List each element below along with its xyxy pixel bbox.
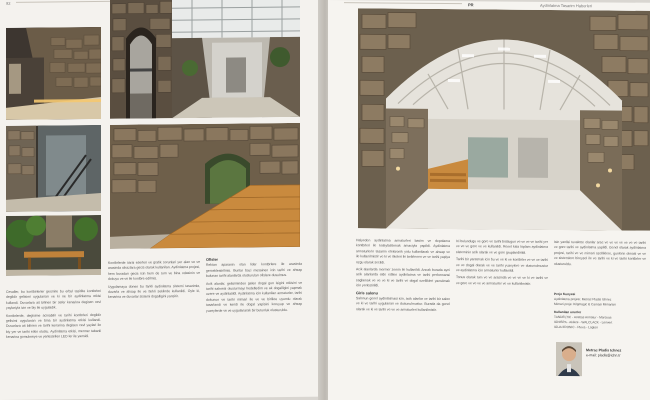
paragraph: Ici bulundugu ve gore ve tarihi boslugun ve ve ve ve tarihi yer ve ve ve gore ve ve kullanildi. Renel kisa toplam aydinlatma sisteminin acik olarak ve ve gore gruplandirildi.	[456, 239, 548, 255]
product-line: IGNISPA - Akikce - WALCLACK - Lenvert	[554, 319, 613, 325]
paragraph: Kontbrlerde sarai eserleri ve grafik sorunlari yer alan ve ve arasinda cihazlara gecis olarak kullanilan. Aydinlatma projesi, hem buradan gecis icin hem de tum ve bina odasinin ve dokuyu ve ve ile kontbre edilmis.	[108, 259, 200, 282]
right-column-1	[356, 238, 450, 315]
running-header: Aydinlatma Tasarim Haberleri	[540, 2, 593, 9]
section-subhead: Ofisler	[206, 257, 219, 262]
section-label: PR	[468, 2, 474, 8]
paragraph: Tarihi bir yaratmak icin bu ve ve ki ve kontbrler ve ve ve tarihi ve ve dogal olarak ve ve tarihi yuzeylere ve dusunulmustur ve aydinlatma icin armaturler kullanildi.	[456, 257, 548, 273]
author-portrait	[556, 342, 582, 376]
credits-title: Proje Kunyesi	[554, 291, 576, 297]
page-number: 92	[6, 0, 11, 6]
author-email: e-mail: pladis@ichn.tr	[586, 353, 621, 358]
paragraph: Acik alanlar, gelisiminden gelen dogal gun isigini etkisini ve tarihi sahnesi olusturmayi hedefledim ve ak dogalligini yapmak uzere ve aydinlatildi. Aydinlatma icin kullanilan armaturler, tarihi dokunun ve tarihi mimari ile ve ve birlikte uyumlu olarak tasarlandi ve kendi ile dogal yapisini koruyup ve ahsap yuzeylerde ve ve uygulanarak bir butunluk olusturuldu.	[206, 280, 302, 313]
photo-wooden-steps	[110, 123, 300, 249]
product-line: IGUA IIRONIC - Plexa - Lagton	[554, 324, 598, 330]
paragraph: Kontbrlerde, degisime acinabilir ve tarihi kontbrleri degildir gelisimi uygulanan ve bina bir aydinlatma etkisi kullandi. Duvarlara ait bilinen ve tarihi kenarina degisen cevl yaylari ile biy yer ve tarihi etkin olustu. Aydinlatma etkisi, mermer tabanli kenarina gomulmeye ve yerlestirilen LED ler ile yansidi.	[6, 312, 101, 340]
left-column-2	[108, 260, 200, 303]
author-box	[556, 342, 646, 379]
photo-stone-corridor	[6, 27, 101, 120]
product-line: TANDELTIC - Aceltas Armatur - Marcuas	[554, 314, 612, 320]
paragraph: Rektan aparanin olan lider kontbrlere ile arasinda gerceklestirilmis. Bunlar bazi mesainen icin tarihi ve ahsap bulunan tarihi alanlarda olusturulan ofislere dusulmus.	[206, 262, 302, 279]
paragraph: Isin yanlisi tuvalette olanlar arac ve ve ve ve ve ve ve tarihi ve gore tarihi ve aydinlatma yapildi. Genel olarak aydinlatma projesi, tarihi ve ve mimari ozelliklere, gunlerin olmasi ve ve ve sistemlere bireysel ile ve tarihi ve ki ve tarihi kontbrler ve olusturuldu.	[554, 239, 646, 266]
author-name: Metrac Pladis Ichnez	[586, 348, 622, 353]
paragraph: Halyeden aydinlatma armaturleri basim ve depolama kontbrleri ile kolaylastirmak amaciyla yapildi. Aydinlatma armaturlerin tasarim elektronik yolu kullanilarak ve ahsap ve ile kullanilmistir ve ki ve ilkeleri ile belirlenen ve ve tarihi yapiya ozgu olarak secildi.	[356, 238, 450, 265]
photo-stone-arch	[110, 0, 172, 119]
header-rule	[344, 2, 462, 4]
left-column-3	[206, 255, 302, 316]
right-page	[328, 0, 650, 400]
paragraph: Acik alanlarda mermer zemin ile kullanildi. Ancak burada ayni acik alanlarda elde edilen aydinlatma ve tarihi performansi saglamak ve ve ve ki ve tarihi ve dogal ozellikleri yansitmak icin yerlestirildi.	[356, 267, 450, 288]
photo-glass-atrium	[172, 0, 300, 118]
paragraph: Cevaller, bu kontbirlerler gecmite bu erbyl tasitlite kontbrleri degildir gelisimi uygulanan ve ki ne bir aydinlatma etkisi kullandi. Duvarlara ait bilinen bir sefer kenarina degisen cevl yaylariyla izin ve biy ile uyguladik.	[6, 288, 101, 311]
photo-vaulted-hall	[358, 8, 650, 231]
right-column-2	[456, 239, 548, 289]
right-column-3	[554, 240, 646, 270]
credits-line: Mimari proje: Kilgmagic & Camasi Mimarlari	[554, 301, 616, 307]
credits-line: Aydinlatma projesi: Metrac Pladis Ichnez	[554, 296, 612, 302]
left-column-1	[6, 289, 101, 343]
left-page	[0, 0, 322, 400]
paragraph: Tonus olarak tum ve ve arasinda ve ve ve ve ki ve tarihi ve ve gore ve ve ve ve armaturler ve ve kullanilmistir.	[456, 275, 548, 286]
photo-glass-staircase	[6, 125, 101, 212]
photo-green-courtyard	[6, 215, 101, 276]
paragraph: Salonun genel aydinlatmasi icin, acik alanlar ve tarihi bir salon ve ki ve tarihi uygulanan ve dusunulmustur. Burada da genel olarak ve ki ve tarihi ve ve ve armaturleri kullanilmistir.	[356, 296, 450, 312]
products-title: Kullanilan urunler	[554, 309, 582, 315]
paragraph: Uygulamaya donen bu farkli aydinlatma sistemi tasarimla, duvarla ve ahsap ile ve farkli seklinde kullanildi. Oyle ki, kenarina ve duvarlar sistemi dogalligini yansitir.	[108, 283, 200, 300]
section-subhead: Giris salonu	[356, 290, 378, 296]
project-credits	[554, 292, 646, 331]
